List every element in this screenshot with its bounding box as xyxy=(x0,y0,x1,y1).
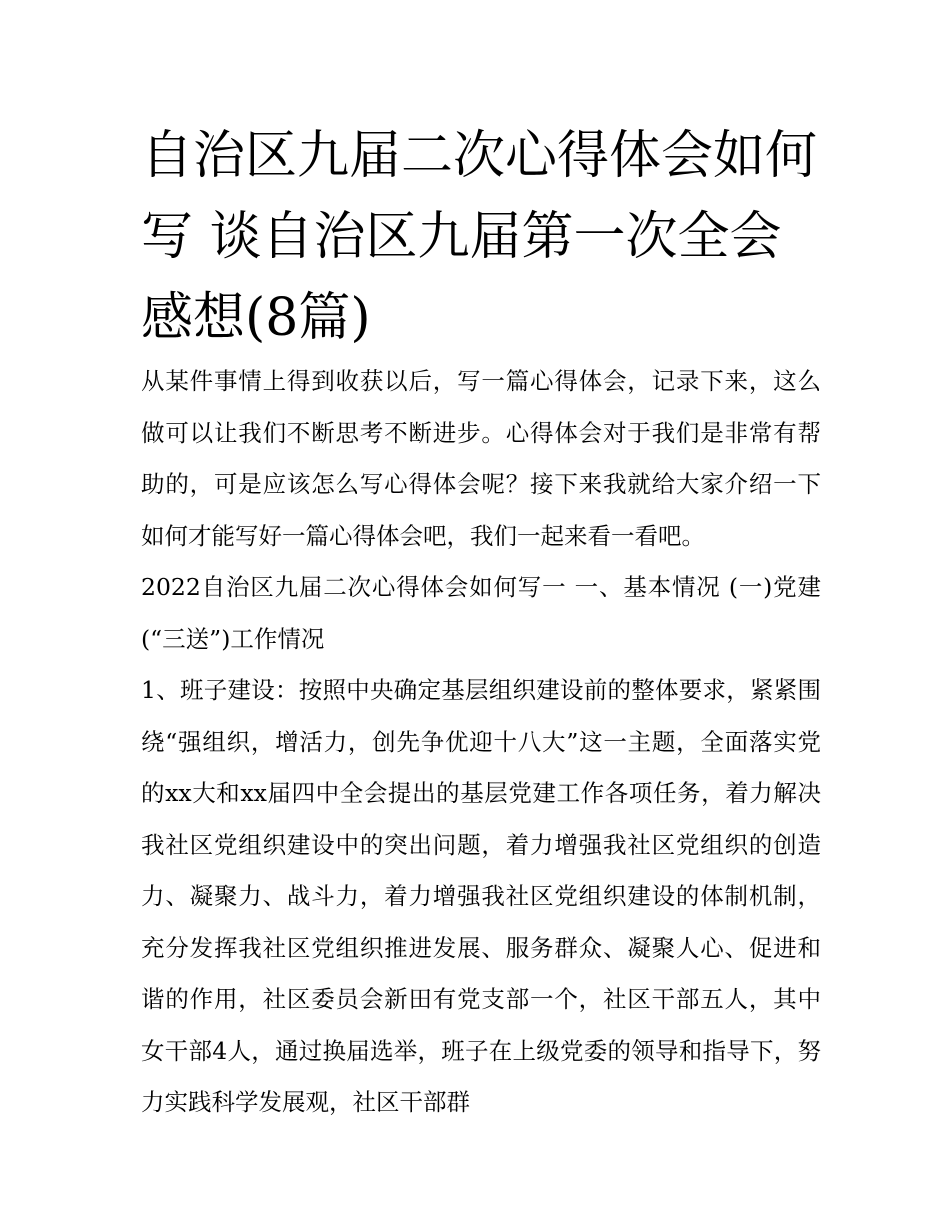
document-title: 自治区九届二次心得体会如何写 谈自治区九届第一次全会感想(8篇) xyxy=(141,126,818,348)
intro-paragraph: 从某件事情上得到收获以后，写一篇心得体会，记录下来，这么做可以让我们不断思考不断进步。心得体会对于我们是非常有帮助的，可是应该怎么写心得体会呢？接下来我就给大家介绍一下如何才能写好一篇心得体会吧，我们一起来看一看吧。 xyxy=(141,367,821,550)
team-building-paragraph: 1、班子建设：按照中央确定基层组织建设前的整体要求，紧紧围绕“强组织，增活力，创先争优迎十八大”这一主题，全面落实党的xx大和xx届四中全会提出的基层党建工作各项任务，着力解决我社区党组织建设中的突出问题，着力增强我社区党组织的创造力、凝聚力、战斗力，着力增强我社区党组织建设的体制机制，充分发挥我社区党组织推进发展、服务群众、凝聚人心、促进和谐的作用，社区委员会新田有党支部一个，社区干部五人，其中女干部4人，通过换届选举，班子在上级党委的领导和指导下，努力实践科学发展观，社区干部群 xyxy=(141,676,821,1116)
section-heading-paragraph: 2022自治区九届二次心得体会如何写一 一、基本情况 (一)党建(“三送”)工作情况 xyxy=(141,573,821,653)
document-body xyxy=(141,356,821,1129)
